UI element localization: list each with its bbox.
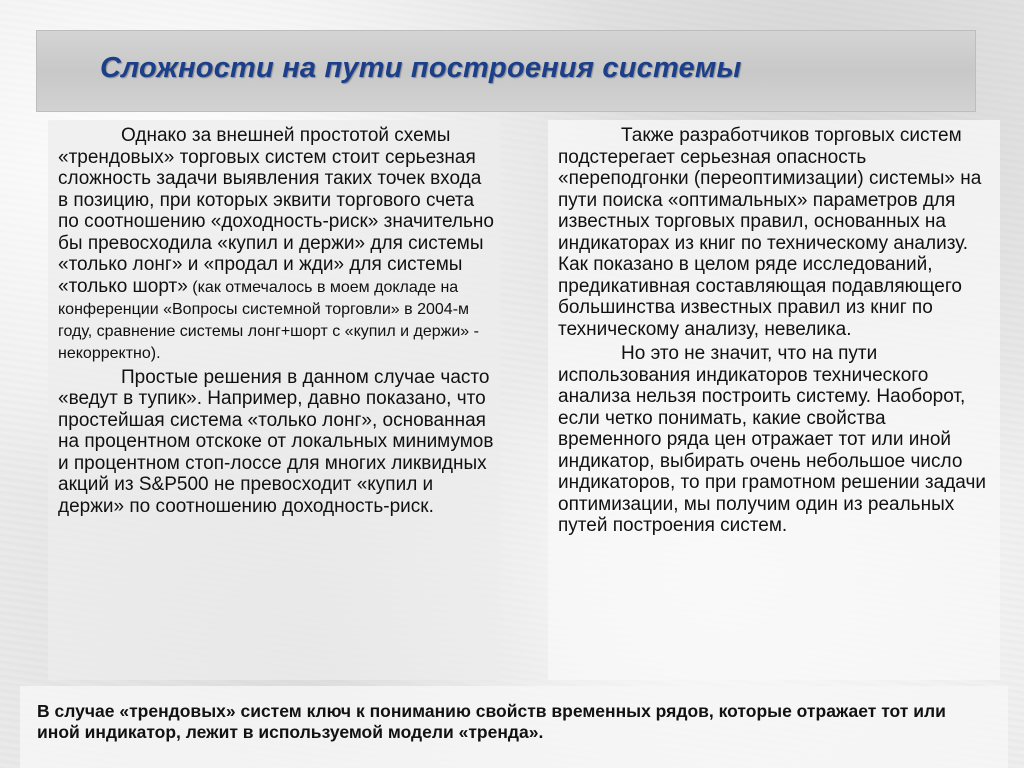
- right-column: [548, 120, 1000, 680]
- left-paragraph-1-note: (как отмечалось в моем докладе на конференции «Вопросы системной торговли» в 2004-м году, сравнение системы лонг+шорт с «купил и держи» - некорректно).: [58, 278, 479, 362]
- left-column: [48, 120, 500, 680]
- slide-title: Сложности на пути построения системы: [100, 52, 742, 84]
- left-paragraph-1-main: Однако за внешней простотой схемы «трендовых» торговых систем стоит серьезная сложность задачи выявления таких точек входа в позицию, при которых эквити торгового счета по соотношению «доходность-риск» значительно бы превосходила «купил и держи» для системы «только лонг» и «продал и жди» для системы «только шорт»: [58, 125, 494, 297]
- left-paragraph-1: [58, 125, 494, 364]
- left-paragraph-2: Простые решения в данном случае часто «ведут в тупик». Например, давно показано, что простейшая система «только лонг», основанная на процентном отскоке от локальных минимумов и процентном стоп-лоссе для многих ликвидных акций из S&P500 не превосходит «купил и держи» по соотношению доходность-риск.: [58, 366, 494, 517]
- right-paragraph-1: Также разработчиков торговых систем подстерегает серьезная опасность «переподгонки (переоптимизации) системы» на пути поиска «оптимальных» параметров для известных торговых правил, основанных на индикаторах из книг по техническому анализу. Как показано в целом ряде исследований, предикативная составляющая подавляющего большинства известных правил из книг по техническому анализу, невелика.: [558, 125, 982, 340]
- right-paragraph-2: Но это не значит, что на пути использования индикаторов технического анализа нельзя построить систему. Наоборот, если четко понимать, какие свойства временного ряда цен отражает тот или иной индикатор, выбирать очень небольшое число индикаторов, то при грамотном решении задачи оптимизации, мы получим один из реальных путей построения систем.: [558, 343, 986, 536]
- conclusion-text: В случае «трендовых» систем ключ к пониманию свойств временных рядов, которые отражает тот или иной индикатор, лежит в используемой модели «тренда».: [37, 701, 946, 742]
